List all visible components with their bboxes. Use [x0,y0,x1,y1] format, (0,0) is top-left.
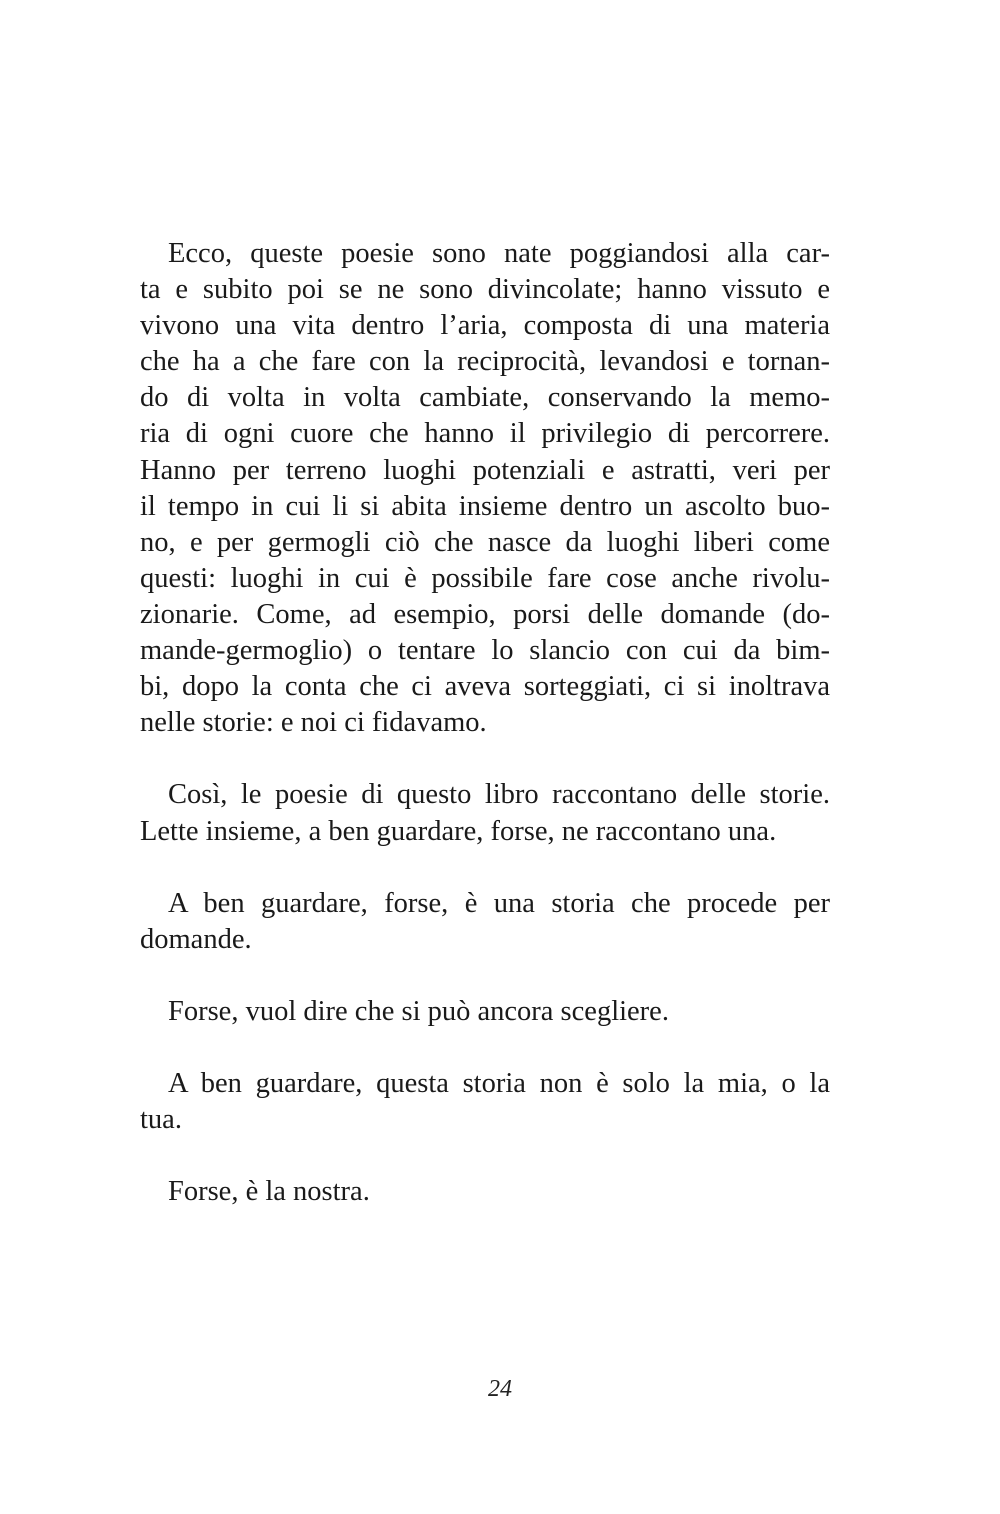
paragraph-spacer [140,1030,830,1066]
text-line: nelle storie: e noi ci fidavamo. [140,707,487,739]
text-line: questi: luoghi in cui è possibile fare cose anche rivolu- [140,562,830,594]
text-line: bi, dopo la conta che ci aveva sorteggiati, ci si inoltrava [140,671,830,703]
paragraph-1 [140,236,830,741]
paragraph-6 [140,1174,830,1210]
text-line: il tempo in cui li si abita insieme dentro un ascolto buo- [140,490,830,522]
text-line: vivono una vita dentro l’aria, composta di una materia [140,310,830,342]
paragraph-4 [140,994,830,1030]
text-line: ta e subito poi se ne sono divincolate; hanno vissuto e [140,274,830,306]
text-line: Ecco, queste poesie sono nate poggiandosi alla car- [168,238,830,269]
text-line: zionarie. Come, ad esempio, porsi delle domande (do- [140,598,830,630]
paragraph-spacer [140,741,830,777]
body-text [140,236,830,1211]
text-line: A ben guardare, forse, è una storia che procede per [168,887,830,919]
text-line: do di volta in volta cambiate, conservando la memo- [140,382,830,414]
text-line: no, e per germogli ciò che nasce da luoghi liberi come [140,526,830,558]
text-line: Forse, è la nostra. [168,1176,370,1208]
text-line: ria di ogni cuore che hanno il privilegio di percorrere. [140,418,830,450]
text-line: che ha a che fare con la reciprocità, levandosi e tornan- [140,346,830,378]
paragraph-spacer [140,850,830,886]
page-number: 24 [488,1376,512,1402]
paragraph-3 [140,886,830,958]
text-line: domande. [140,923,252,955]
paragraph-spacer [140,958,830,994]
paragraph-2 [140,777,830,849]
text-line: A ben guardare, questa storia non è solo la mia, o la [168,1068,830,1100]
text-line: Lette insieme, a ben guardare, forse, ne raccontano una. [140,815,777,847]
text-line: tua. [140,1104,182,1136]
text-line: mande-germoglio) o tentare lo slancio con cui da bim- [140,635,830,667]
text-line: Forse, vuol dire che si può ancora scegliere. [168,995,669,1027]
text-line: Hanno per terreno luoghi potenziali e astratti, veri per [140,454,830,486]
paragraph-spacer [140,1138,830,1174]
paragraph-5 [140,1066,830,1138]
text-line: Così, le poesie di questo libro raccontano delle storie. [168,779,830,811]
